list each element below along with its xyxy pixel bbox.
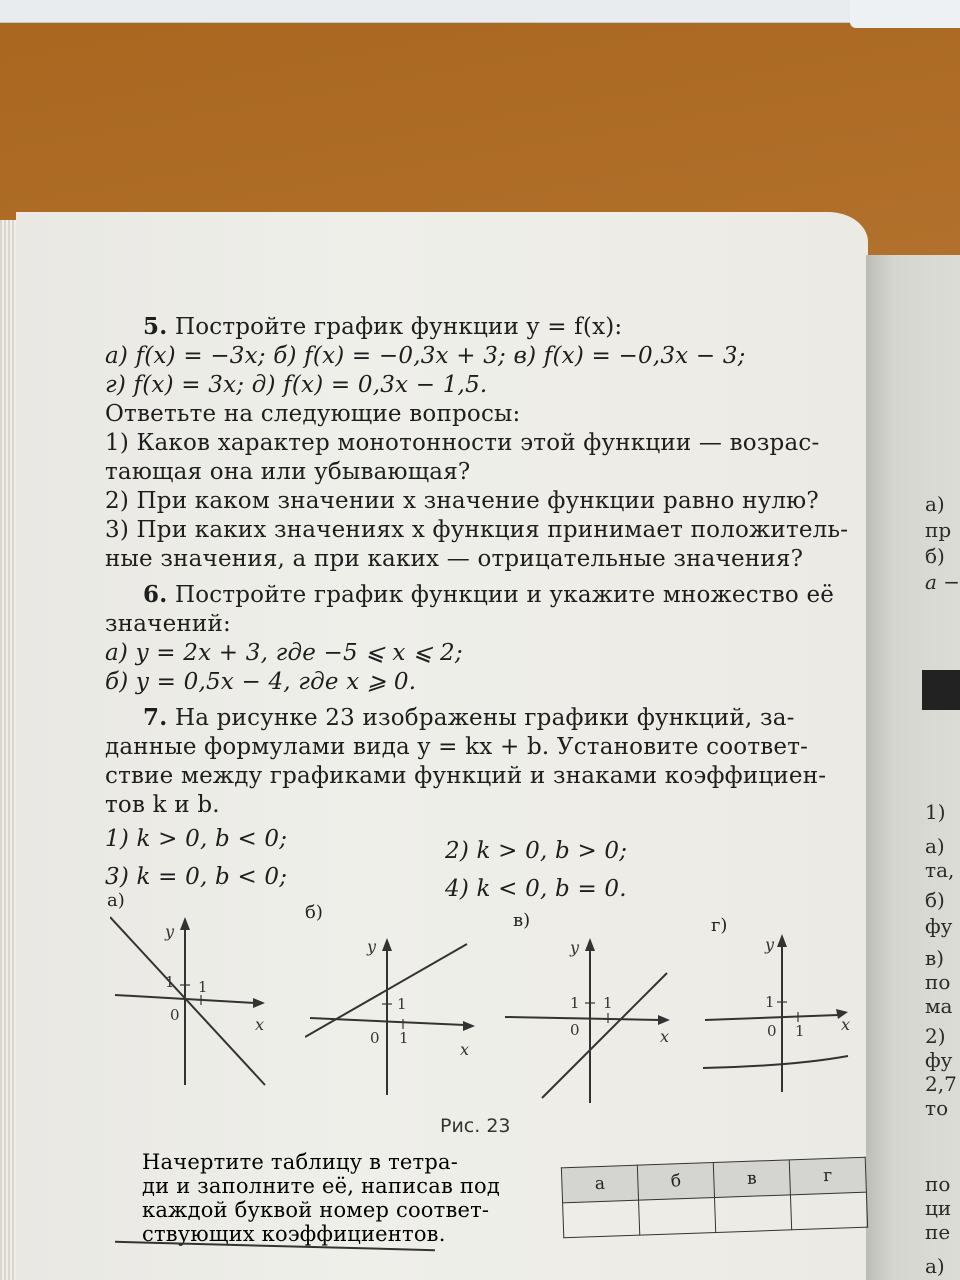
task5-q3-cont: ные значения, а при каких — отрицательные значения? xyxy=(105,546,804,572)
table-header-b: б xyxy=(637,1163,714,1201)
table-cell-a xyxy=(563,1200,640,1238)
right-fragment: ци xyxy=(925,1196,952,1220)
svg-text:0: 0 xyxy=(370,1029,380,1047)
task5-q1-cont: тающая она или убывающая? xyxy=(105,459,471,485)
instruction-line: ствующих коэффициентов. xyxy=(142,1222,446,1246)
svg-text:0: 0 xyxy=(767,1022,777,1040)
right-fragment: пр xyxy=(925,518,952,542)
figure-label-b: б) xyxy=(305,902,323,923)
task5-items-2: г) f(x) = 3x; д) f(x) = 0,3x − 1,5. xyxy=(105,372,488,398)
task5-q1: 1) Каков характер монотонности этой функции — возрас- xyxy=(105,430,820,456)
task5-heading xyxy=(105,312,870,342)
svg-text:1: 1 xyxy=(795,1022,805,1040)
figure-label-a: а) xyxy=(107,890,125,911)
task5-items-1: а) f(x) = −3x; б) f(x) = −0,3x + 3; в) f(x) = −0,3x − 3; xyxy=(105,343,746,369)
task6-item-b: б) y = 0,5x − 4, где x ⩾ 0. xyxy=(105,669,417,695)
svg-text:1: 1 xyxy=(765,993,775,1011)
facing-page xyxy=(866,255,960,1280)
task5-q3: 3) При каких значениях x функция принимает положитель- xyxy=(105,517,849,543)
condition-4: 4) k < 0, b = 0. xyxy=(445,876,627,902)
right-fragment: а) xyxy=(925,492,945,516)
right-fragment: по xyxy=(925,970,951,994)
instruction-line: ди и заполните её, написав под xyxy=(142,1174,501,1198)
right-fragment: та, xyxy=(925,858,955,882)
right-fragment: 1) xyxy=(925,800,946,824)
task7-heading xyxy=(105,703,870,733)
table-cell-c xyxy=(715,1195,792,1233)
svg-text:x: x xyxy=(255,1015,265,1034)
svg-text:1: 1 xyxy=(570,994,580,1012)
right-fragment: б) xyxy=(925,544,945,568)
table-header-a: а xyxy=(561,1165,638,1203)
right-fragment: то xyxy=(925,1096,949,1120)
instruction-line: каждой буквой номер соответ- xyxy=(142,1198,490,1222)
right-fragment: 2,7 xyxy=(925,1072,957,1096)
answer-table xyxy=(561,1157,868,1239)
graph-a xyxy=(110,915,280,1090)
right-fragment: 2) xyxy=(925,1024,946,1048)
table-header-d: г xyxy=(789,1157,866,1195)
right-fragment: а) xyxy=(925,834,945,858)
task5-questions-intro: Ответьте на следующие вопросы: xyxy=(105,401,521,427)
right-fragment: ма xyxy=(925,994,953,1018)
exercises xyxy=(105,312,870,902)
task7-text-1: На рисунке 23 изображены графики функций, за- xyxy=(174,705,795,731)
table-cell-d xyxy=(790,1192,867,1230)
graph-d xyxy=(703,930,863,1100)
table-header-c: в xyxy=(713,1160,790,1198)
figure-label-d: г) xyxy=(711,915,728,936)
table-cell-b xyxy=(639,1198,716,1236)
right-fragment: фу xyxy=(925,1048,953,1072)
section-marker-block xyxy=(922,670,960,710)
task6-item-a: а) y = 2x + 3, где −5 ⩽ x ⩽ 2; xyxy=(105,640,463,666)
svg-text:1: 1 xyxy=(198,978,208,996)
right-fragment: пе xyxy=(925,1220,951,1244)
table-instruction xyxy=(142,1150,532,1246)
right-fragment: б) xyxy=(925,888,945,912)
svg-text:1: 1 xyxy=(165,973,175,991)
task7-number: 7. xyxy=(143,704,168,731)
task5-q2: 2) При каком значении x значение функции равно нулю? xyxy=(105,488,819,514)
task7-text-4: тов k и b. xyxy=(105,792,220,818)
right-fragment: а) xyxy=(925,1254,945,1278)
notebook-edge xyxy=(0,0,960,23)
task6-heading xyxy=(105,580,870,610)
right-fragment: а − xyxy=(925,570,960,594)
svg-text:1: 1 xyxy=(603,994,613,1012)
right-fragment: в) xyxy=(925,946,945,970)
svg-text:1: 1 xyxy=(397,995,407,1013)
task5-title: Постройте график функции y = f(x): xyxy=(174,314,623,340)
task6-number: 6. xyxy=(143,581,168,608)
svg-text:x: x xyxy=(460,1040,470,1059)
task7-text-3: ствие между графиками функций и знаками коэффициен- xyxy=(105,763,827,789)
task7-text-2: данные формулами вида y = kx + b. Установите соответ- xyxy=(105,734,809,760)
svg-text:0: 0 xyxy=(170,1006,180,1024)
svg-text:x: x xyxy=(841,1015,851,1034)
right-fragment: фу xyxy=(925,914,953,938)
svg-text:0: 0 xyxy=(570,1021,580,1039)
svg-text:1: 1 xyxy=(399,1029,409,1047)
graph-c xyxy=(500,935,675,1105)
svg-text:y: y xyxy=(367,937,377,956)
task5-number: 5. xyxy=(143,313,168,340)
graph-b xyxy=(305,930,480,1100)
condition-3: 3) k = 0, b < 0; xyxy=(105,864,288,890)
notebook-corner xyxy=(850,0,960,28)
figure-23 xyxy=(105,890,865,1120)
figure-label-c: в) xyxy=(513,910,531,931)
condition-1: 1) k > 0, b < 0; xyxy=(105,826,288,852)
svg-text:x: x xyxy=(660,1027,670,1046)
instruction-line: Начертите таблицу в тетра- xyxy=(142,1150,458,1174)
right-fragment: по xyxy=(925,1172,951,1196)
task6-title: Постройте график функции и укажите множество её xyxy=(174,582,835,608)
task6-title-cont: значений: xyxy=(105,611,231,637)
condition-2: 2) k > 0, b > 0; xyxy=(445,838,628,864)
figure-caption: Рис. 23 xyxy=(440,1115,511,1137)
svg-text:y: y xyxy=(570,938,580,957)
y-axis-label: y xyxy=(165,922,175,941)
svg-text:y: y xyxy=(765,935,775,954)
